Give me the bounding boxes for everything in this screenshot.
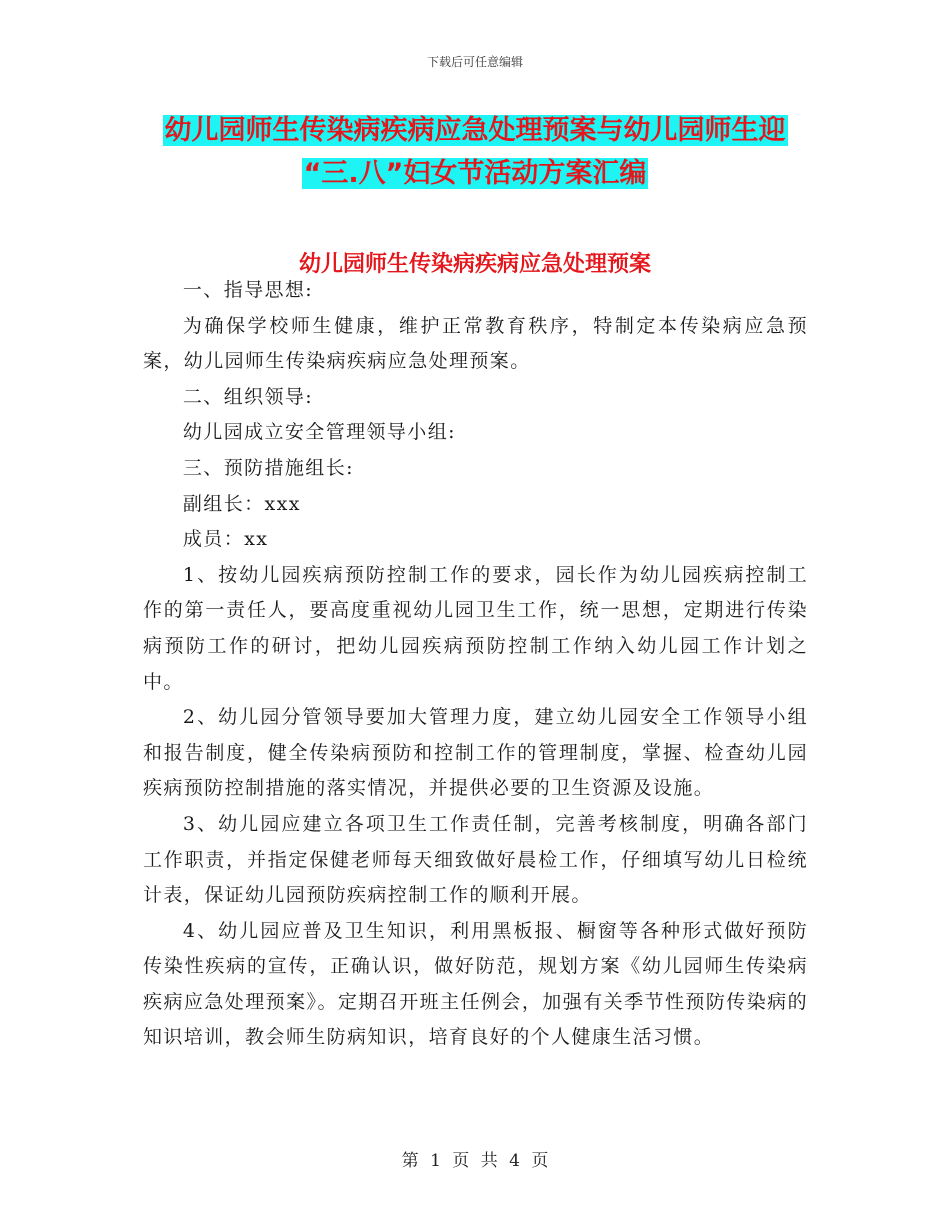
paragraph-item-1: 1、按幼儿园疾病预防控制工作的要求，园长作为幼儿园疾病控制工作的第一责任人，要高度重视幼儿园卫生工作，统一思想，定期进行传染病预防工作的研讨，把幼儿园疾病预防控制工作纳入幼儿园工作计划之中。 bbox=[143, 563, 808, 693]
document-title-line-1 bbox=[0, 113, 950, 149]
paragraph-deputy-leader: 副组长：xxx bbox=[182, 492, 301, 515]
paragraph-leadership-group: 幼儿园成立安全管理领导小组: bbox=[182, 421, 456, 444]
document-title-text-1: 幼儿园师生传染病疾病应急处理预案与幼儿园师生迎 bbox=[164, 115, 786, 146]
paragraph-item-4: 4、幼儿园应普及卫生知识，利用黑板报、橱窗等各种形式做好预防传染性疾病的宣传，正确认识，做好防范，规划方案《幼儿园师生传染病疾病应急处理预案》。定期召开班主任例会，加强有关季节性预防传染病的知识培训，教会师生防病知识，培育良好的个人健康生活习惯。 bbox=[143, 919, 808, 1049]
section-title: 幼儿园师生传染病疾病应急处理预案 bbox=[298, 252, 651, 277]
paragraph-prevention-leader: 三、预防措施组长: bbox=[182, 456, 354, 479]
paragraph-item-3: 3、幼儿园应建立各项卫生工作责任制，完善考核制度，明确各部门工作职责，并指定保健老师每天细致做好晨检工作，仔细填写幼儿日检统计表，保证幼儿园预防疾病控制工作的顺利开展。 bbox=[143, 812, 808, 907]
page-footer: 第 1 页 共 4 页 bbox=[401, 1151, 549, 1171]
paragraph-guiding-ideology: 一、指导思想: bbox=[182, 279, 314, 301]
document-title-line-2 bbox=[0, 156, 950, 192]
paragraph-organization-heading: 二、组织领导: bbox=[182, 385, 314, 408]
document-title-text-2: “三.八”妇女节活动方案汇编 bbox=[303, 158, 647, 189]
paragraph-purpose: 为确保学校师生健康，维护正常教育秩序，特制定本传染病应急预案，幼儿园师生传染病疾病应急处理预案。 bbox=[143, 314, 808, 373]
header-note: 下载后可任意编辑 bbox=[426, 55, 523, 69]
document-body bbox=[143, 273, 808, 1056]
paragraph-item-2: 2、幼儿园分管领导要加大管理力度，建立幼儿园安全工作领导小组和报告制度，健全传染病预防和控制工作的管理制度，掌握、检查幼儿园疾病预防控制措施的落实情况，并提供必要的卫生资源及设施。 bbox=[143, 706, 808, 800]
paragraph-members: 成员：xx bbox=[182, 528, 269, 551]
